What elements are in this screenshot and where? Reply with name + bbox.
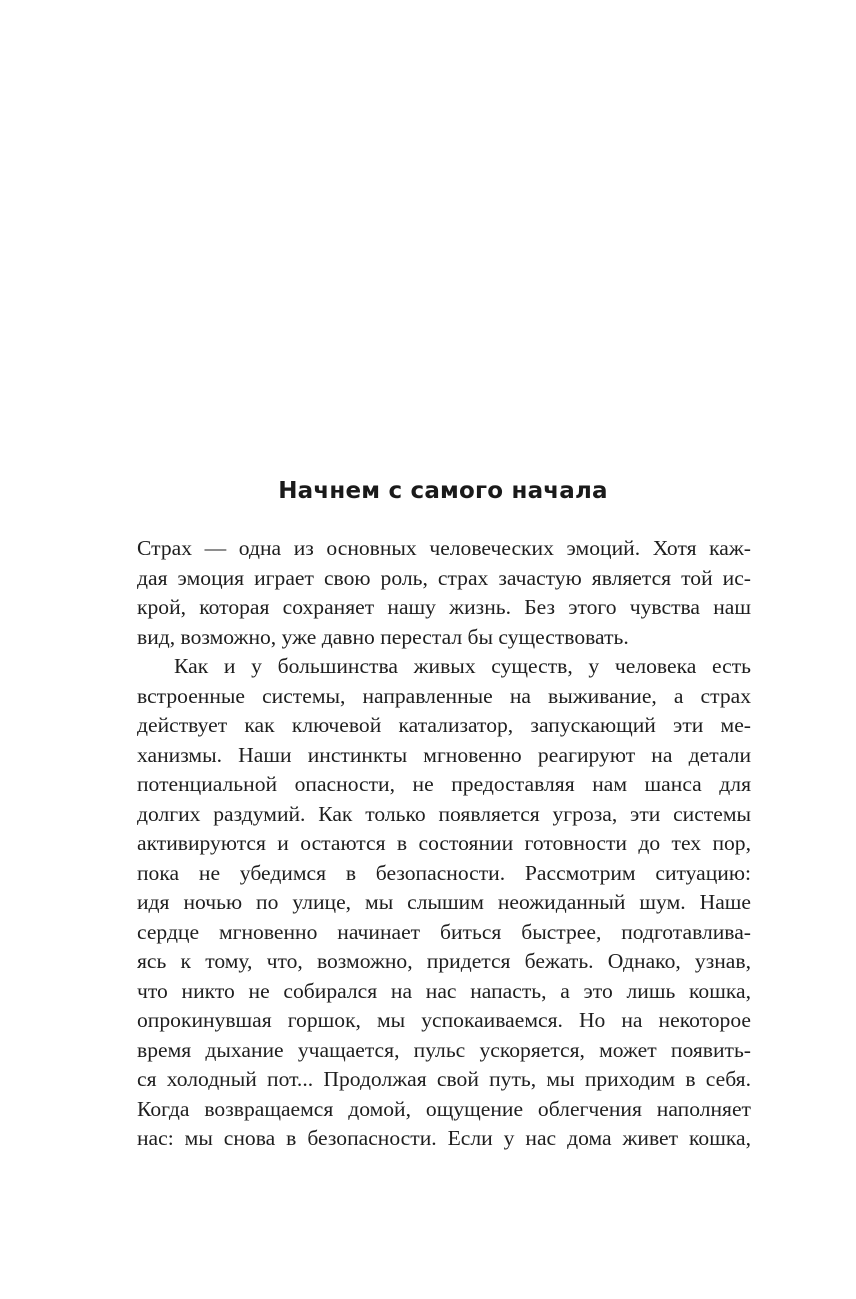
text-line: ханизмы. Наши инстинкты мгновенно реагируют на детали (137, 742, 751, 767)
text-line: ся холодный пот... Продолжая свой путь, мы приходим в себя. (137, 1067, 751, 1091)
text-line: идя ночью по улице, мы слышим неожиданный шум. Наше (137, 890, 751, 914)
text-line: ясь к тому, что, возможно, придется бежать. Однако, узнав, (137, 949, 751, 973)
body-text (137, 534, 751, 1154)
text-line: вид, возможно, уже давно перестал бы существовать. (137, 624, 629, 649)
text-line: опрокинувшая горшок, мы успокаиваемся. Но на некоторое (137, 1008, 751, 1032)
chapter-title: Начнем с самого начала (278, 478, 608, 504)
text-line: время дыхание учащается, пульс ускоряется, может появить- (137, 1037, 751, 1062)
text-line: Как и у большинства живых существ, у человека есть (174, 654, 751, 678)
text-line: сердце мгновенно начинает биться быстрее, подготавлива- (137, 919, 751, 944)
text-line: что никто не собирался на нас напасть, а это лишь кошка, (137, 978, 751, 1003)
text-line: крой, которая сохраняет нашу жизнь. Без этого чувства наш (137, 595, 751, 619)
text-line: долгих раздумий. Как только появляется угроза, эти системы (137, 801, 751, 826)
text-line: потенциальной опасности, не предоставляя нам шанса для (137, 772, 751, 796)
text-line: встроенные системы, направленные на выживание, а страх (137, 683, 751, 708)
text-line: дая эмоция играет свою роль, страх зачастую является той ис- (137, 565, 751, 590)
text-line: Страх — одна из основных человеческих эмоций. Хотя каж- (137, 536, 751, 560)
text-line: нас: мы снова в безопасности. Если у нас дома живет кошка, (137, 1126, 751, 1150)
text-line: активируются и остаются в состоянии готовности до тех пор, (137, 831, 751, 855)
text-line: пока не убедимся в безопасности. Рассмотрим ситуацию: (137, 860, 751, 885)
text-line: действует как ключевой катализатор, запускающий эти ме- (137, 713, 751, 737)
text-line: Когда возвращаемся домой, ощущение облегчения наполняет (137, 1096, 751, 1121)
